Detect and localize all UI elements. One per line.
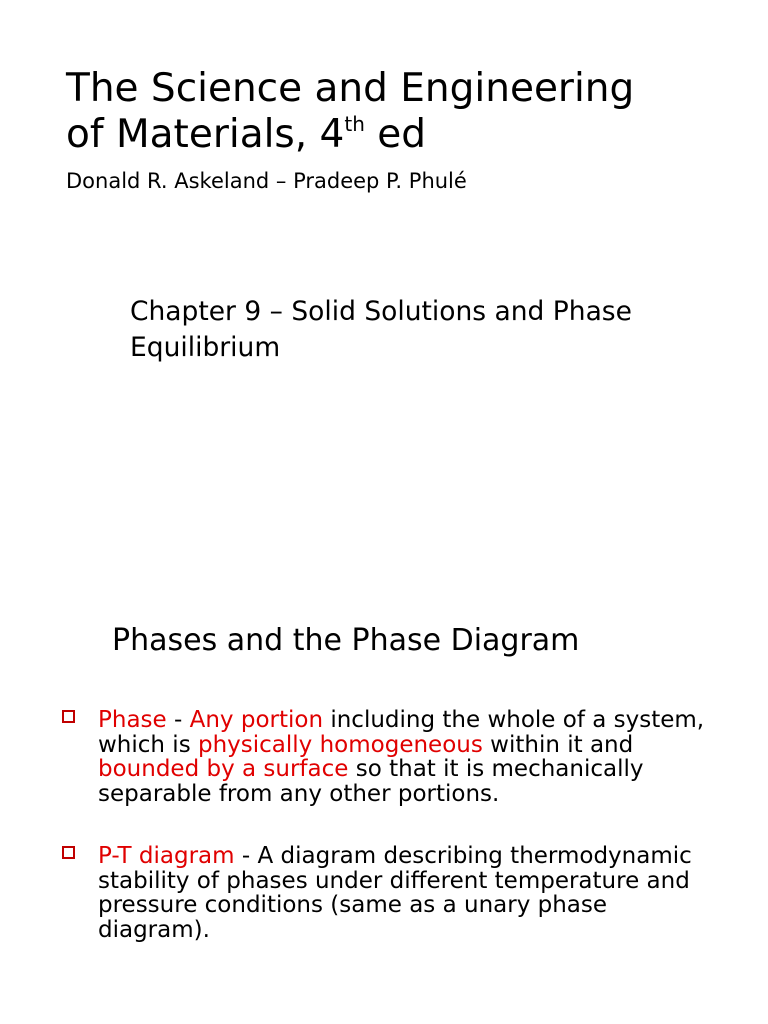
definition-text-3: so that it is mechanically separable from any other portions. <box>98 756 644 807</box>
highlight-physically-homogeneous: physically homogeneous <box>198 731 483 758</box>
term-pt-diagram: P-T diagram <box>98 843 235 869</box>
edition-superscript: th <box>344 112 365 136</box>
book-title <box>66 66 746 158</box>
square-bullet-icon <box>62 846 75 859</box>
chapter-heading: Chapter 9 – Solid Solutions and Phase Equilibrium <box>130 296 632 363</box>
definition-text-2: within it and <box>482 731 634 758</box>
bullet-phase <box>60 708 720 806</box>
bullet-pt-diagram <box>60 844 720 942</box>
definition-text-1: including the whole of a system, which is <box>98 707 705 758</box>
highlight-any-portion: Any portion <box>189 707 324 733</box>
book-title-line2: of Materials, 4 <box>66 112 345 157</box>
square-bullet-icon <box>62 710 75 723</box>
edition-suffix: ed <box>364 112 427 157</box>
bullet-list <box>60 708 720 942</box>
definition-text: - A diagram describing thermodynamic stability of phases under different temperature and pressure conditions (same as a unary phase diagram). <box>98 843 692 943</box>
book-title-line1: The Science and Engineering <box>66 66 635 111</box>
authors-line: Donald R. Askeland – Pradeep P. Phulé <box>66 169 467 193</box>
highlight-bounded-by-surface: bounded by a surface <box>98 756 349 782</box>
term-separator: - <box>166 707 190 733</box>
section-title: Phases and the Phase Diagram <box>112 623 580 658</box>
term-phase: Phase <box>98 707 167 733</box>
